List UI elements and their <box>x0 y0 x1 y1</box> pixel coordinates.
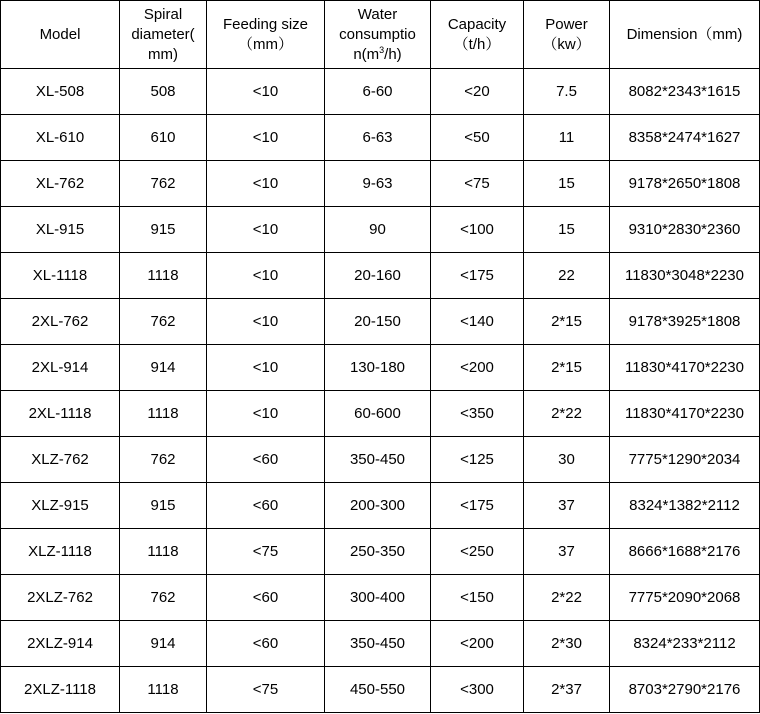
header-row <box>1 1 760 69</box>
cell-spiral: 762 <box>120 161 207 207</box>
cell-power: 2*15 <box>524 345 610 391</box>
cell-feeding: <60 <box>207 437 325 483</box>
cell-capacity: <150 <box>431 575 524 621</box>
cell-water: 450-550 <box>325 667 431 713</box>
cell-feeding: <10 <box>207 299 325 345</box>
table-row <box>1 161 760 207</box>
cell-feeding: <60 <box>207 575 325 621</box>
cell-model: XL-508 <box>1 69 120 115</box>
cell-capacity: <350 <box>431 391 524 437</box>
cell-model: XL-915 <box>1 207 120 253</box>
cell-spiral: 508 <box>120 69 207 115</box>
cell-power: 37 <box>524 529 610 575</box>
cell-power: 7.5 <box>524 69 610 115</box>
cell-capacity: <200 <box>431 345 524 391</box>
cell-model: 2XLZ-914 <box>1 621 120 667</box>
cell-model: 2XLZ-1118 <box>1 667 120 713</box>
table-row <box>1 207 760 253</box>
cell-dimension: 11830*3048*2230 <box>610 253 760 299</box>
header-model: Model <box>1 1 120 69</box>
cell-spiral: 762 <box>120 437 207 483</box>
header-capacity: Capacity （t/h） <box>431 1 524 69</box>
cell-model: 2XL-1118 <box>1 391 120 437</box>
cell-model: XLZ-762 <box>1 437 120 483</box>
cell-model: 2XLZ-762 <box>1 575 120 621</box>
cell-dimension: 9178*3925*1808 <box>610 299 760 345</box>
table-row <box>1 69 760 115</box>
cell-dimension: 9178*2650*1808 <box>610 161 760 207</box>
table-row <box>1 667 760 713</box>
header-spiral-diameter: Spiral diameter( mm) <box>120 1 207 69</box>
cell-capacity: <175 <box>431 483 524 529</box>
cell-power: 2*15 <box>524 299 610 345</box>
cell-water: 6-60 <box>325 69 431 115</box>
cell-dimension: 11830*4170*2230 <box>610 391 760 437</box>
table-row <box>1 575 760 621</box>
cell-capacity: <75 <box>431 161 524 207</box>
cell-model: XL-610 <box>1 115 120 161</box>
cell-dimension: 8082*2343*1615 <box>610 69 760 115</box>
cell-dimension: 7775*1290*2034 <box>610 437 760 483</box>
cell-power: 37 <box>524 483 610 529</box>
cell-power: 15 <box>524 207 610 253</box>
cell-dimension: 8358*2474*1627 <box>610 115 760 161</box>
cell-model: 2XL-914 <box>1 345 120 391</box>
table-row <box>1 345 760 391</box>
cell-power: 2*22 <box>524 391 610 437</box>
cell-dimension: 8324*1382*2112 <box>610 483 760 529</box>
cell-water: 20-160 <box>325 253 431 299</box>
cell-power: 2*37 <box>524 667 610 713</box>
cell-spiral: 1118 <box>120 391 207 437</box>
cell-capacity: <100 <box>431 207 524 253</box>
table-row <box>1 253 760 299</box>
cell-water: 250-350 <box>325 529 431 575</box>
cell-model: XL-1118 <box>1 253 120 299</box>
cell-model: XLZ-915 <box>1 483 120 529</box>
cell-water: 300-400 <box>325 575 431 621</box>
cell-spiral: 762 <box>120 575 207 621</box>
cell-model: XL-762 <box>1 161 120 207</box>
cell-feeding: <10 <box>207 253 325 299</box>
cell-water: 350-450 <box>325 437 431 483</box>
cell-power: 2*30 <box>524 621 610 667</box>
table-row <box>1 621 760 667</box>
cell-power: 30 <box>524 437 610 483</box>
cell-spiral: 1118 <box>120 253 207 299</box>
cell-feeding: <10 <box>207 69 325 115</box>
cell-water: 9-63 <box>325 161 431 207</box>
cell-dimension: 9310*2830*2360 <box>610 207 760 253</box>
cell-capacity: <175 <box>431 253 524 299</box>
cell-model: XLZ-1118 <box>1 529 120 575</box>
cell-spiral: 610 <box>120 115 207 161</box>
cell-model: 2XL-762 <box>1 299 120 345</box>
cell-feeding: <75 <box>207 667 325 713</box>
table-row <box>1 115 760 161</box>
cell-spiral: 914 <box>120 345 207 391</box>
cell-feeding: <10 <box>207 345 325 391</box>
cell-water: 350-450 <box>325 621 431 667</box>
cell-spiral: 914 <box>120 621 207 667</box>
table-row <box>1 391 760 437</box>
cell-power: 22 <box>524 253 610 299</box>
cell-power: 2*22 <box>524 575 610 621</box>
cell-capacity: <200 <box>431 621 524 667</box>
cell-feeding: <10 <box>207 161 325 207</box>
cell-dimension: 7775*2090*2068 <box>610 575 760 621</box>
cell-feeding: <10 <box>207 391 325 437</box>
table-row <box>1 299 760 345</box>
header-dimension: Dimension（mm) <box>610 1 760 69</box>
cell-capacity: <125 <box>431 437 524 483</box>
table-row <box>1 437 760 483</box>
cell-spiral: 762 <box>120 299 207 345</box>
cell-water: 6-63 <box>325 115 431 161</box>
cell-capacity: <300 <box>431 667 524 713</box>
header-feeding-size: Feeding size （mm） <box>207 1 325 69</box>
cell-capacity: <50 <box>431 115 524 161</box>
header-power: Power （kw） <box>524 1 610 69</box>
cell-spiral: 915 <box>120 483 207 529</box>
cell-dimension: 8703*2790*2176 <box>610 667 760 713</box>
cell-power: 11 <box>524 115 610 161</box>
cell-water: 130-180 <box>325 345 431 391</box>
cell-dimension: 8324*233*2112 <box>610 621 760 667</box>
table-row <box>1 483 760 529</box>
cell-spiral: 1118 <box>120 667 207 713</box>
cell-spiral: 1118 <box>120 529 207 575</box>
cell-capacity: <250 <box>431 529 524 575</box>
cell-capacity: <140 <box>431 299 524 345</box>
cell-capacity: <20 <box>431 69 524 115</box>
cell-power: 15 <box>524 161 610 207</box>
cell-water: 60-600 <box>325 391 431 437</box>
cell-feeding: <60 <box>207 621 325 667</box>
cell-water: 90 <box>325 207 431 253</box>
cell-dimension: 11830*4170*2230 <box>610 345 760 391</box>
cell-water: 200-300 <box>325 483 431 529</box>
cell-spiral: 915 <box>120 207 207 253</box>
cell-dimension: 8666*1688*2176 <box>610 529 760 575</box>
cell-feeding: <10 <box>207 115 325 161</box>
cell-feeding: <10 <box>207 207 325 253</box>
table-row <box>1 529 760 575</box>
cell-feeding: <60 <box>207 483 325 529</box>
cell-feeding: <75 <box>207 529 325 575</box>
header-water-consumption: Water consumptio $n(m^3/h)$ <box>325 1 431 69</box>
cell-water: 20-150 <box>325 299 431 345</box>
